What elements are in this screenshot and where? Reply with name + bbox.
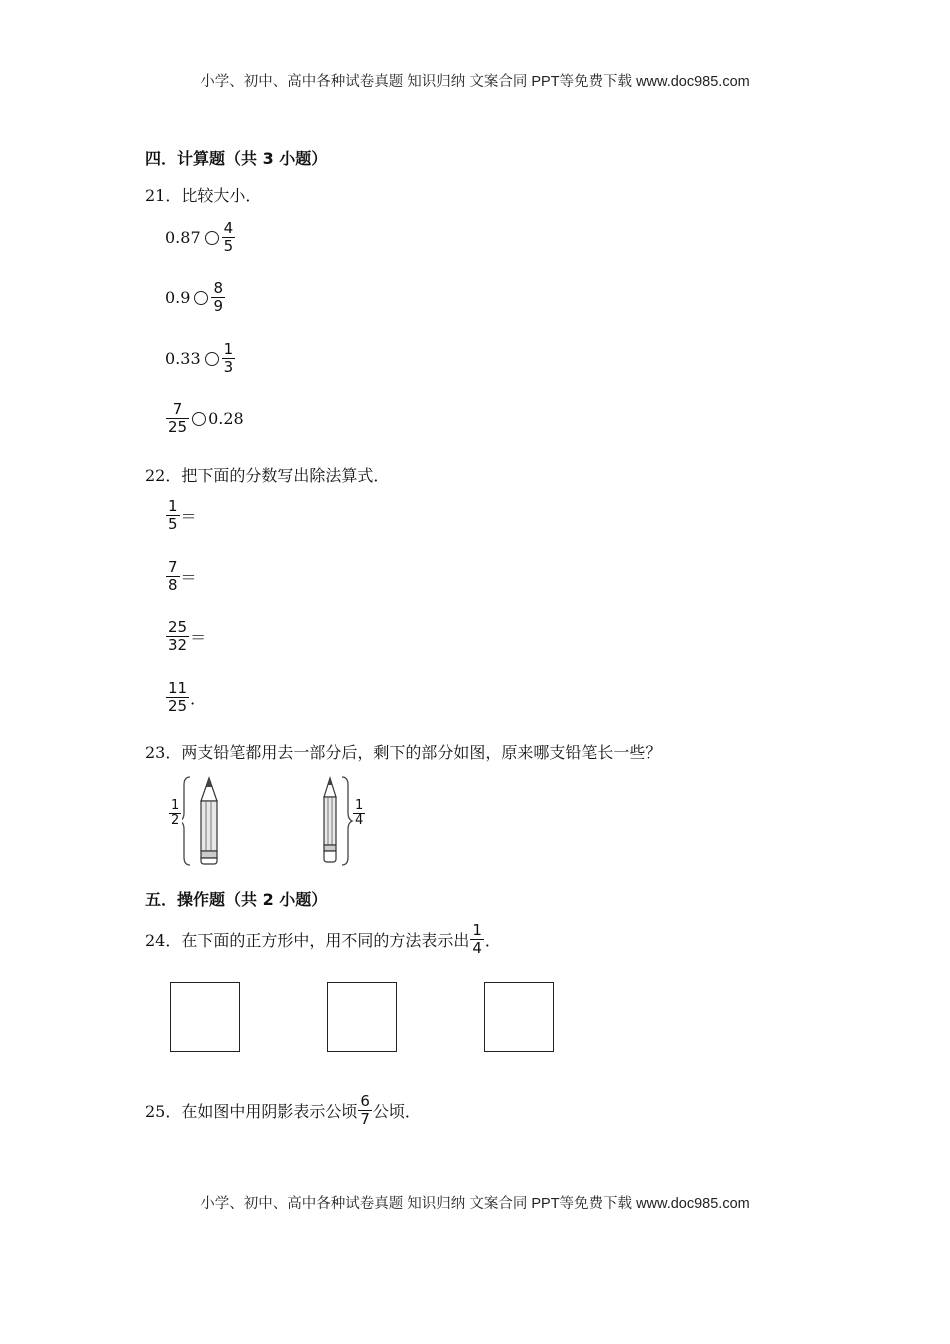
- decimal-value: 0.9: [165, 288, 191, 307]
- fraction: [470, 922, 484, 957]
- denominator: 5: [168, 515, 178, 533]
- fraction: [358, 1093, 372, 1128]
- fraction: [222, 341, 236, 376]
- division-item-2: [165, 559, 197, 594]
- equals-sign: ＝: [190, 628, 207, 647]
- denominator: 3: [223, 358, 234, 376]
- denominator: 8: [168, 576, 178, 594]
- footer-banner: 小学、初中、高中各种试卷真题 知识归纳 文案合同 PPT等免费下载 www.doc985.com: [200, 1196, 750, 1212]
- question-23-stem: 23．两支铅笔都用去一部分后，剩下的部分如图，原来哪支铅笔长一些？: [145, 743, 662, 762]
- denominator: 2: [171, 813, 180, 828]
- fraction: [166, 619, 189, 654]
- numerator: 7: [168, 558, 178, 576]
- decimal-value: 0.28: [208, 409, 244, 428]
- pencil-icon: [320, 775, 354, 867]
- division-item-4: [165, 680, 206, 715]
- fraction: [211, 280, 225, 315]
- fraction: [166, 680, 189, 715]
- denominator: 7: [360, 1110, 370, 1128]
- numerator: 1: [171, 798, 180, 813]
- numerator: 6: [360, 1092, 370, 1110]
- numerator: 7: [172, 400, 183, 418]
- denominator: 25: [168, 697, 188, 715]
- division-item-1: [165, 498, 197, 533]
- denominator: 5: [223, 237, 234, 255]
- square-1[interactable]: [170, 982, 240, 1052]
- numerator: 1: [168, 497, 178, 515]
- compare-circle[interactable]: [205, 352, 219, 366]
- section-title-calculation: 四．计算题（共 3 小题）: [145, 149, 328, 168]
- pencil-figure-right: [320, 775, 370, 867]
- numerator: 4: [223, 219, 234, 237]
- denominator: 32: [168, 636, 188, 654]
- decimal-value: 0.87: [165, 228, 201, 247]
- numerator: 1: [472, 921, 482, 939]
- fraction: [166, 559, 180, 594]
- question-21-stem: 21．比较大小．: [145, 186, 262, 205]
- pencil-icon: [182, 775, 228, 867]
- numerator: 1: [223, 340, 234, 358]
- denominator: 25: [168, 418, 188, 436]
- question-24-stem: [145, 922, 501, 957]
- denominator: 4: [472, 939, 482, 957]
- denominator: 4: [355, 813, 364, 828]
- compare-item-4: [165, 401, 244, 436]
- numerator: 25: [168, 618, 188, 636]
- compare-item-1: [165, 220, 236, 255]
- numerator: 11: [168, 679, 188, 697]
- section-title-operation: 五．操作题（共 2 小题）: [145, 890, 328, 909]
- period: ．: [190, 689, 207, 708]
- question-22-stem: 22．把下面的分数写出除法算式．: [145, 466, 390, 485]
- numerator: 8: [213, 279, 223, 297]
- stem-text-end: ．: [484, 931, 501, 950]
- square-3[interactable]: [484, 982, 554, 1052]
- compare-circle[interactable]: [192, 412, 206, 426]
- stem-text-end: 公顷．: [372, 1102, 421, 1121]
- compare-circle[interactable]: [194, 291, 208, 305]
- compare-circle[interactable]: [205, 231, 219, 245]
- equals-sign: ＝: [180, 507, 197, 526]
- numerator: 1: [355, 798, 364, 813]
- question-25-stem: [145, 1093, 421, 1128]
- stem-text: 24．在下面的正方形中，用不同的方法表示出: [145, 931, 470, 950]
- fraction: [222, 220, 236, 255]
- denominator: 9: [213, 297, 223, 315]
- fraction: [166, 498, 180, 533]
- compare-item-3: [165, 341, 236, 376]
- fraction-label: [353, 799, 365, 828]
- decimal-value: 0.33: [165, 349, 201, 368]
- stem-text: 25．在如图中用阴影表示公顷: [145, 1102, 358, 1121]
- square-2[interactable]: [327, 982, 397, 1052]
- fraction-label: [169, 799, 181, 828]
- compare-item-2: [165, 280, 226, 315]
- header-banner: 小学、初中、高中各种试卷真题 知识归纳 文案合同 PPT等免费下载 www.doc985.com: [200, 74, 750, 90]
- pencil-figure-left: [168, 775, 228, 867]
- division-item-3: [165, 619, 206, 654]
- fraction: [166, 401, 189, 436]
- equals-sign: ＝: [180, 568, 197, 587]
